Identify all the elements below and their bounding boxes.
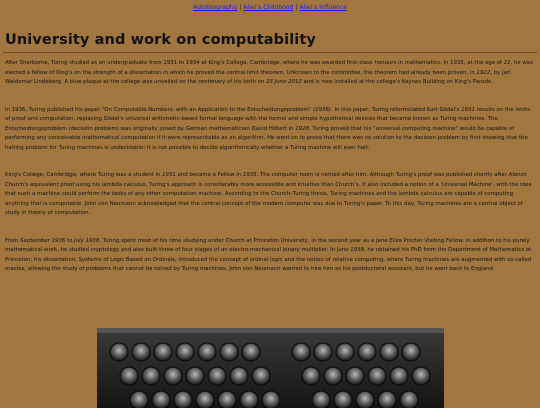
emphasized-date: (1936): [313, 106, 332, 113]
text-run: and became a Fellow in: [175, 172, 243, 178]
text-run: , Turing spent most of his time studying under Church at Princeton University, in the second year as a Jane Eliza Procter Visiting Fellow. In addition to his purely mathematical work, he studied cryptology and also built three of four stages of an electro-mechanical binary multiplier. In: [5, 237, 530, 253]
text-run: , he obtained his PhD from the Department of Mathematics at Princeton; his dissertation, Systems of Logic Based on Ordinals, introduced the concept of ordinal logic and the notion of relative computing, where Turing machines are augmented with so-called oracles, allowing the study of problems that cannot be solved by Turing machines. John von Neumann wanted to hire him as his postdoctoral assistant, but he went back to England.: [5, 247, 532, 272]
enigma-key-icon: [262, 391, 280, 408]
enigma-key-icon: [132, 343, 150, 361]
nav-separator: |: [239, 4, 242, 11]
emphasized-date: 1931: [162, 172, 176, 178]
enigma-key-icon: [154, 343, 172, 361]
enigma-key-icon: [312, 391, 330, 408]
emphasized-date: September 1936: [20, 237, 66, 244]
enigma-key-icon: [230, 367, 248, 385]
emphasized-date: 1935: [242, 172, 257, 178]
enigma-key-icon: [336, 343, 354, 361]
text-run: to: [65, 237, 75, 244]
text-run: , by Jarl Waldemar Lindeberg. A blue plaque at the college was unveiled on the centenary of his birth on: [5, 69, 511, 85]
emphasized-date: 1922: [476, 69, 491, 76]
enigma-key-icon: [400, 391, 418, 408]
nav-link-alans-childhood[interactable]: Alan's Childhood: [243, 4, 294, 11]
paragraph-kings-college: [5, 171, 535, 219]
text-run: and is now installed at the college's Keynes Building on King's Parade.: [301, 79, 494, 85]
enigma-key-icon: [242, 343, 260, 361]
enigma-key-icon: [240, 391, 258, 408]
emphasized-date: June 1938: [336, 247, 364, 253]
emphasized-date: 23 June 2012: [266, 79, 302, 85]
enigma-key-icon: [208, 367, 226, 385]
emphasized-date: 1928: [295, 125, 309, 132]
nav-link-alans-influence[interactable]: Alan's Influence: [299, 4, 347, 11]
text-run: King's College, Cambridge, where Turing was a student in: [5, 172, 163, 178]
enigma-key-icon: [368, 367, 386, 385]
paragraph-princeton: [5, 237, 535, 275]
enigma-key-icon: [130, 391, 148, 408]
enigma-key-icon: [152, 391, 170, 408]
text-run: From: [5, 237, 21, 244]
enigma-key-icon: [142, 367, 160, 385]
nav-separator: |: [295, 4, 298, 11]
enigma-key-icon: [334, 391, 352, 408]
enigma-key-icon: [252, 367, 270, 385]
text-run: After Sherborne, Turing studied as an undergraduate from 1931 to 1934 at King's College, Cambridge, where he was awarded first-class honours in mathematics. In 1935, at the age of 22, he was elected a fellow of King's on the strength of a dissertation in which he proved the central limit theorem. Unknown to the committee, the theorem had already been proven, in: [5, 60, 533, 76]
enigma-key-icon: [220, 343, 238, 361]
enigma-key-icon: [110, 343, 128, 361]
enigma-key-icon: [380, 343, 398, 361]
enigma-key-icon: [314, 343, 332, 361]
enigma-key-icon: [302, 367, 320, 385]
enigma-key-icon: [176, 343, 194, 361]
paragraph-computable-numbers: [5, 106, 535, 154]
text-run: results on the limits of proof and computation, replacing Gödel's universal arithmetic-based formal language with the formal and simple hypothetical devices that became known as Turing machines. The Entscheidungsproblem (decision problem) was originally posed by German mathematician David Hilbert in: [5, 106, 531, 132]
paragraph-cambridge: [5, 59, 535, 88]
page-title: University and work on computability: [5, 32, 316, 48]
enigma-key-icon: [164, 367, 182, 385]
nav-link-autobiography[interactable]: Autobiography: [193, 4, 238, 11]
enigma-key-icon: [186, 367, 204, 385]
enigma-key-icon: [390, 367, 408, 385]
enigma-machine-image: [97, 328, 444, 408]
enigma-key-icon: [324, 367, 342, 385]
enigma-key-icon: [356, 391, 374, 408]
enigma-key-icon: [196, 391, 214, 408]
enigma-key-icon: [174, 391, 192, 408]
emphasized-date: 1931: [461, 106, 475, 113]
enigma-key-icon: [412, 367, 430, 385]
enigma-key-icon: [402, 343, 420, 361]
enigma-key-icon: [120, 367, 138, 385]
article-body: [0, 53, 540, 275]
enigma-key-icon: [198, 343, 216, 361]
emphasized-date: July 1938: [74, 237, 100, 244]
text-run: In 1936, Turing published his paper "On Computable Numbers, with an Application to the Entscheidungsproblem": [5, 106, 314, 113]
enigma-key-icon: [378, 391, 396, 408]
enigma-key-icon: [346, 367, 364, 385]
enigma-machine-photo: [97, 328, 444, 408]
text-run: . Turing proved that his "universal computing machine" would be capable of performing any conceivable mathematical computation if it were representable as an algorithm. He went on to prove that there was no solution to the decision problem by first showing that the halting problem for Turing machines is undecidable: it is not possible to decide algorithmically whether a Turing machine will ever halt.: [5, 125, 528, 151]
text-run: . In this paper, Turing reformulated Kurt Gödel's: [331, 106, 462, 113]
enigma-key-icon: [218, 391, 236, 408]
top-navigation: [0, 0, 540, 14]
enigma-key-icon: [292, 343, 310, 361]
text-run: . The computer room is named after him. Although Turing's proof was published shortly after Alonzo Church's equivalent proof using his lambda calculus, Turing's approach is considerably more accessible and intuitive than Church's. It also included a notion of a 'Universal Machine', with the idea that such a machine could perform the tasks of any other computation machine. According to the Church–Turing thesis, Turing machines and the lambda calculus are capable of computing anything that is computable. John von Neumann acknowledged that the central concept of the modern computer was due to Turing's paper. To this day, Turing machines are a central object of study in theory of computation.: [5, 172, 532, 216]
enigma-key-icon: [358, 343, 376, 361]
